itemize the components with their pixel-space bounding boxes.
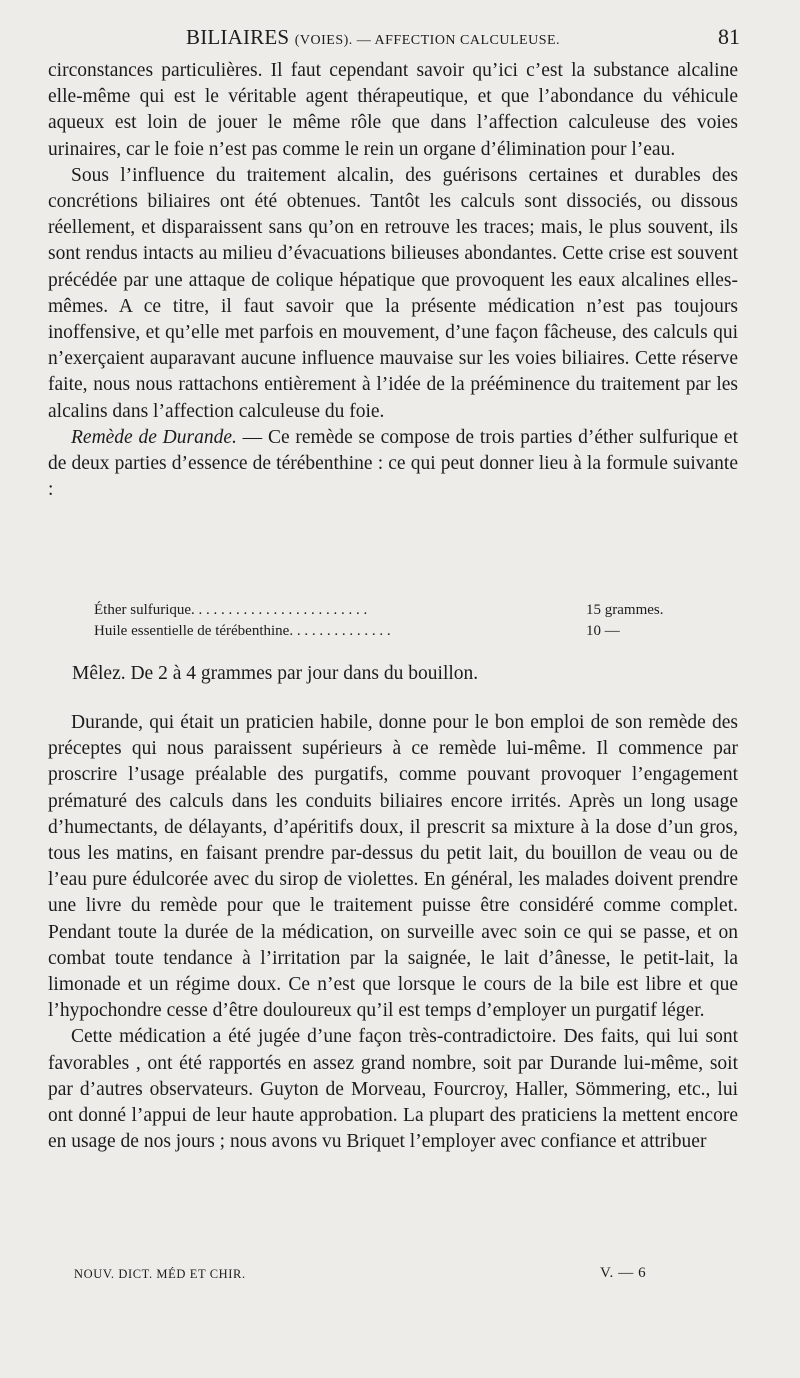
formula-table xyxy=(94,600,742,642)
running-header xyxy=(74,22,740,52)
header-title-dash: — xyxy=(352,33,375,48)
remede-text: — Ce remède se compose de trois parties d’éther sulfurique et de deux parties d’essence de térébenthine : ce qui peut donner lieu à la formule suivante : xyxy=(48,426,738,501)
body-text xyxy=(48,58,738,503)
page-footer xyxy=(74,1267,674,1287)
header-title-section: AFFECTION CALCULEUSE. xyxy=(374,33,561,48)
formula-ingredient: Huile essentielle de térébenthine. . . . . . . . . . . . . . xyxy=(94,623,391,639)
formula-ingredient: Éther sulfurique. . . . . . . . . . . . . . . . . . . . . . . . xyxy=(94,602,368,618)
header-title-voies: (VOIES). xyxy=(294,33,353,48)
remede-title: Remède de Durande. xyxy=(71,426,237,448)
formula-row xyxy=(94,621,742,642)
formula-quantity: 15 grammes. xyxy=(586,602,664,618)
paragraph-durande-precepts: Durande, qui était un praticien habile, donne pour le bon emploi de son remède des préceptes qui nous paraissent supérieurs à ce remède lui-même. Il commence par proscrire l’usage préalable des purgatifs, comme pouvant provoquer l’engagement prématuré des calculs dans les conduits biliaires encore irrités. Après un long usage d’humectants, de délayants, d’apéritifs doux, il prescrit sa mixture à la dose d’un gros, tous les matins, en faisant prendre par-dessus du petit lait, du bouillon de veau ou de l’eau pure édulcorée avec du sirop de violettes. En général, les malades doivent prendre une livre du remède pour que le traitement puisse être considéré comme complet. Pendant toute la durée de la médication, on surveille avec soin ce qui se passe, et on combat toute tendance à l’irritation par la saignée, le lait d’ânesse, le petit-lait, la limonade et un régime doux. Ce n’est que lorsque le cours de la bile est libre et que l’hypochondre cesse d’être douloureux qu’il est temps d’employer un purgatif léger. xyxy=(48,712,738,1022)
paragraph-continuation: circonstances particulières. Il faut cependant savoir qu’ici c’est la substance alcaline elle-même qui est le véritable agent thérapeutique, et que l’abondance du véhicule aqueux est loin de jouer le même rôle que dans l’affection calculeuse des voies urinaires, car le foie n’est pas comme le rein un organe d’élimination pour l’eau. xyxy=(48,60,738,160)
paragraph-alkaline-treatment: Sous l’influence du traitement alcalin, des guérisons certaines et durables des concrétions biliaires ont été obtenues. Tantôt les calculs sont dissociés, ou dissous réellement, et disparaissent sans qu’on en retrouve les traces; mais, le plus souvent, ils sont rendus intacts au milieu d’évacuations bilieuses abondantes. Cette crise est souvent précédée par une attaque de colique hépatique que provoquent les eaux alcalines elles-mêmes. A ce titre, il faut savoir que la présente médication n’est pas toujours inoffensive, et qu’elle met parfois en mouvement, d’une façon fâcheuse, des calculs qui n’exerçaient auparavant aucune influence mauvaise sur les voies biliaires. Cette réserve faite, nous nous rattachons entièrement à l’idée de la prééminence du traitement par les alcalins dans l’affection calculeuse du foie. xyxy=(48,164,738,422)
header-title xyxy=(186,22,560,56)
header-title-main: BILIAIRES xyxy=(186,25,290,49)
footer-volume: V. — 6 xyxy=(600,1265,647,1281)
formula-row xyxy=(94,600,742,621)
formula-quantity: 10 — xyxy=(586,623,620,639)
paragraph-remede-durande xyxy=(48,425,738,504)
body-text-lower xyxy=(48,710,738,1155)
melez-instruction: Mêlez. De 2 à 4 grammes par jour dans du bouillon. xyxy=(72,663,479,684)
page-number: 81 xyxy=(718,24,740,49)
footer-signature: NOUV. DICT. MÉD ET CHIR. xyxy=(74,1267,246,1281)
paragraph-contradictory: Cette médication a été jugée d’une façon très-contradictoire. Des faits, qui lui sont favorables , ont été rapportés en assez grand nombre, soit par Durande lui-même, soit par d’autres observateurs. Guyton de Morveau, Fourcroy, Haller, Sömmering, etc., lui ont donné l’appui de leur haute approbation. La plupart des praticiens la mettent encore en usage de nos jours ; nous avons vu Briquet l’employer avec confiance et attribuer xyxy=(48,1026,738,1153)
